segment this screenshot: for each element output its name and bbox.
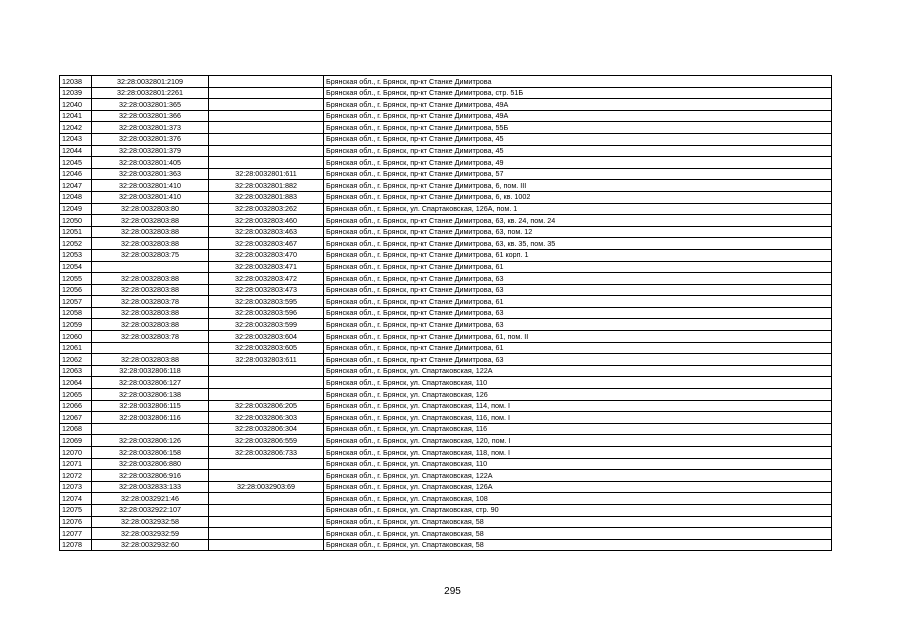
address-cell: Брянская обл., г. Брянск, пр-кт Станке Димитрова, 61, пом. II [324, 331, 832, 343]
related-cadastral-number-cell [209, 133, 324, 145]
related-cadastral-number-cell: 32:28:0032803:605 [209, 342, 324, 354]
table-row [60, 226, 832, 238]
related-cadastral-number-cell [209, 76, 324, 88]
row-number-cell: 12075 [60, 504, 92, 516]
row-number-cell: 12063 [60, 365, 92, 377]
address-cell: Брянская обл., г. Брянск, ул. Спартаковская, 110 [324, 458, 832, 470]
cadastral-number-cell [92, 342, 209, 354]
row-number-cell: 12060 [60, 331, 92, 343]
table-row [60, 99, 832, 111]
related-cadastral-number-cell: 32:28:0032801:882 [209, 180, 324, 192]
row-number-cell: 12055 [60, 273, 92, 285]
table-row [60, 296, 832, 308]
address-cell: Брянская обл., г. Брянск, пр-кт Станке Димитрова, 61 корп. 1 [324, 249, 832, 261]
row-number-cell: 12061 [60, 342, 92, 354]
table-row [60, 516, 832, 528]
row-number-cell: 12048 [60, 191, 92, 203]
address-cell: Брянская обл., г. Брянск, ул. Спартаковская, 118, пом. I [324, 447, 832, 459]
address-cell: Брянская обл., г. Брянск, ул. Спартаковская, 114, пом. I [324, 400, 832, 412]
register-table-body [60, 76, 832, 551]
table-row [60, 203, 832, 215]
row-number-cell: 12065 [60, 389, 92, 401]
row-number-cell: 12073 [60, 481, 92, 493]
table-row [60, 168, 832, 180]
table-row [60, 377, 832, 389]
cadastral-number-cell: 32:28:0032806:115 [92, 400, 209, 412]
related-cadastral-number-cell: 32:28:0032806:559 [209, 435, 324, 447]
address-cell: Брянская обл., г. Брянск, пр-кт Станке Димитрова, 63 [324, 284, 832, 296]
cadastral-number-cell: 32:28:0032803:75 [92, 249, 209, 261]
cadastral-number-cell: 32:28:0032801:373 [92, 122, 209, 134]
address-cell: Брянская обл., г. Брянск, пр-кт Станке Димитрова, 49 [324, 157, 832, 169]
table-row [60, 331, 832, 343]
cadastral-number-cell: 32:28:0032801:2261 [92, 87, 209, 99]
address-cell: Брянская обл., г. Брянск, пр-кт Станке Димитрова, 61 [324, 296, 832, 308]
related-cadastral-number-cell [209, 504, 324, 516]
cadastral-number-cell: 32:28:0032806:127 [92, 377, 209, 389]
related-cadastral-number-cell [209, 458, 324, 470]
address-cell: Брянская обл., г. Брянск, ул. Спартаковская, 116, пом. I [324, 412, 832, 424]
table-row [60, 284, 832, 296]
table-row [60, 481, 832, 493]
related-cadastral-number-cell: 32:28:0032803:611 [209, 354, 324, 366]
related-cadastral-number-cell: 32:28:0032803:595 [209, 296, 324, 308]
table-row [60, 447, 832, 459]
address-cell: Брянская обл., г. Брянск, пр-кт Станке Димитрова, 55Б [324, 122, 832, 134]
table-row [60, 435, 832, 447]
table-row [60, 133, 832, 145]
related-cadastral-number-cell: 32:28:0032803:262 [209, 203, 324, 215]
table-row [60, 470, 832, 482]
row-number-cell: 12067 [60, 412, 92, 424]
row-number-cell: 12062 [60, 354, 92, 366]
row-number-cell: 12040 [60, 99, 92, 111]
related-cadastral-number-cell: 32:28:0032803:473 [209, 284, 324, 296]
cadastral-number-cell: 32:28:0032803:88 [92, 215, 209, 227]
row-number-cell: 12049 [60, 203, 92, 215]
row-number-cell: 12043 [60, 133, 92, 145]
address-cell: Брянская обл., г. Брянск, ул. Спартаковская, 126 [324, 389, 832, 401]
row-number-cell: 12045 [60, 157, 92, 169]
address-cell: Брянская обл., г. Брянск, пр-кт Станке Димитрова, 63, кв. 35, пом. 35 [324, 238, 832, 250]
address-cell: Брянская обл., г. Брянск, ул. Спартаковская, 126А, пом. 1 [324, 203, 832, 215]
cadastral-number-cell: 32:28:0032801:410 [92, 180, 209, 192]
table-row [60, 458, 832, 470]
related-cadastral-number-cell [209, 516, 324, 528]
address-cell: Брянская обл., г. Брянск, ул. Спартаковская, 58 [324, 528, 832, 540]
table-row [60, 180, 832, 192]
address-cell: Брянская обл., г. Брянск, пр-кт Станке Димитрова, 6, пом. III [324, 180, 832, 192]
related-cadastral-number-cell: 32:28:0032803:460 [209, 215, 324, 227]
table-row [60, 493, 832, 505]
row-number-cell: 12052 [60, 238, 92, 250]
related-cadastral-number-cell [209, 377, 324, 389]
cadastral-number-cell [92, 261, 209, 273]
related-cadastral-number-cell: 32:28:0032803:470 [209, 249, 324, 261]
table-row [60, 412, 832, 424]
related-cadastral-number-cell [209, 493, 324, 505]
related-cadastral-number-cell [209, 110, 324, 122]
table-row [60, 76, 832, 88]
address-cell: Брянская обл., г. Брянск, пр-кт Станке Димитрова, 63 [324, 307, 832, 319]
cadastral-number-cell: 32:28:0032932:60 [92, 539, 209, 551]
related-cadastral-number-cell: 32:28:0032803:472 [209, 273, 324, 285]
address-cell: Брянская обл., г. Брянск, пр-кт Станке Димитрова, стр. 51Б [324, 87, 832, 99]
cadastral-number-cell: 32:28:0032806:116 [92, 412, 209, 424]
table-row [60, 261, 832, 273]
table-row [60, 400, 832, 412]
cadastral-number-cell: 32:28:0032803:88 [92, 319, 209, 331]
address-cell: Брянская обл., г. Брянск, ул. Спартаковская, 110 [324, 377, 832, 389]
related-cadastral-number-cell: 32:28:0032903:69 [209, 481, 324, 493]
address-cell: Брянская обл., г. Брянск, ул. Спартаковская, 122А [324, 365, 832, 377]
row-number-cell: 12058 [60, 307, 92, 319]
row-number-cell: 12050 [60, 215, 92, 227]
cadastral-number-cell: 32:28:0032803:88 [92, 238, 209, 250]
cadastral-number-cell: 32:28:0032922:107 [92, 504, 209, 516]
table-row [60, 191, 832, 203]
related-cadastral-number-cell: 32:28:0032806:303 [209, 412, 324, 424]
table-row [60, 539, 832, 551]
related-cadastral-number-cell [209, 145, 324, 157]
table-row [60, 238, 832, 250]
address-cell: Брянская обл., г. Брянск, пр-кт Станке Димитрова, 49А [324, 99, 832, 111]
table-row [60, 319, 832, 331]
cadastral-number-cell: 32:28:0032921:46 [92, 493, 209, 505]
row-number-cell: 12047 [60, 180, 92, 192]
row-number-cell: 12038 [60, 76, 92, 88]
table-row [60, 122, 832, 134]
address-cell: Брянская обл., г. Брянск, ул. Спартаковская, 108 [324, 493, 832, 505]
cadastral-number-cell: 32:28:0032803:88 [92, 307, 209, 319]
related-cadastral-number-cell: 32:28:0032803:599 [209, 319, 324, 331]
table-row [60, 145, 832, 157]
page-number: 295 [444, 586, 461, 597]
address-cell: Брянская обл., г. Брянск, пр-кт Станке Димитрова, 57 [324, 168, 832, 180]
cadastral-number-cell [92, 423, 209, 435]
cadastral-number-cell: 32:28:0032801:366 [92, 110, 209, 122]
row-number-cell: 12076 [60, 516, 92, 528]
address-cell: Брянская обл., г. Брянск, пр-кт Станке Димитрова, 6, кв. 1002 [324, 191, 832, 203]
cadastral-number-cell: 32:28:0032803:88 [92, 354, 209, 366]
address-cell: Брянская обл., г. Брянск, ул. Спартаковская, стр. 90 [324, 504, 832, 516]
row-number-cell: 12070 [60, 447, 92, 459]
related-cadastral-number-cell: 32:28:0032806:733 [209, 447, 324, 459]
related-cadastral-number-cell: 32:28:0032803:471 [209, 261, 324, 273]
address-cell: Брянская обл., г. Брянск, пр-кт Станке Димитрова, 63 [324, 319, 832, 331]
row-number-cell: 12039 [60, 87, 92, 99]
cadastral-number-cell: 32:28:0032803:80 [92, 203, 209, 215]
address-cell: Брянская обл., г. Брянск, пр-кт Станке Димитрова, 45 [324, 145, 832, 157]
cadastral-number-cell: 32:28:0032803:88 [92, 284, 209, 296]
cadastral-number-cell: 32:28:0032803:78 [92, 331, 209, 343]
related-cadastral-number-cell [209, 389, 324, 401]
row-number-cell: 12059 [60, 319, 92, 331]
row-number-cell: 12042 [60, 122, 92, 134]
table-row [60, 110, 832, 122]
related-cadastral-number-cell [209, 157, 324, 169]
address-cell: Брянская обл., г. Брянск, ул. Спартаковская, 120, пом. I [324, 435, 832, 447]
cadastral-number-cell: 32:28:0032801:365 [92, 99, 209, 111]
related-cadastral-number-cell [209, 122, 324, 134]
table-row [60, 354, 832, 366]
cadastral-number-cell: 32:28:0032803:78 [92, 296, 209, 308]
address-cell: Брянская обл., г. Брянск, ул. Спартаковская, 58 [324, 516, 832, 528]
table-row [60, 249, 832, 261]
row-number-cell: 12068 [60, 423, 92, 435]
row-number-cell: 12041 [60, 110, 92, 122]
address-cell: Брянская обл., г. Брянск, ул. Спартаковская, 122А [324, 470, 832, 482]
row-number-cell: 12066 [60, 400, 92, 412]
cadastral-number-cell: 32:28:0032932:59 [92, 528, 209, 540]
table-row [60, 157, 832, 169]
address-cell: Брянская обл., г. Брянск, пр-кт Станке Димитрова, 63 [324, 273, 832, 285]
cadastral-number-cell: 32:28:0032932:58 [92, 516, 209, 528]
cadastral-number-cell: 32:28:0032806:916 [92, 470, 209, 482]
cadastral-number-cell: 32:28:0032806:138 [92, 389, 209, 401]
table-row [60, 423, 832, 435]
row-number-cell: 12051 [60, 226, 92, 238]
row-number-cell: 12046 [60, 168, 92, 180]
address-cell: Брянская обл., г. Брянск, ул. Спартаковская, 126А [324, 481, 832, 493]
row-number-cell: 12064 [60, 377, 92, 389]
table-row [60, 504, 832, 516]
row-number-cell: 12071 [60, 458, 92, 470]
address-cell: Брянская обл., г. Брянск, пр-кт Станке Димитрова, 49А [324, 110, 832, 122]
related-cadastral-number-cell: 32:28:0032801:611 [209, 168, 324, 180]
cadastral-number-cell: 32:28:0032833:133 [92, 481, 209, 493]
cadastral-number-cell: 32:28:0032801:405 [92, 157, 209, 169]
related-cadastral-number-cell [209, 87, 324, 99]
row-number-cell: 12054 [60, 261, 92, 273]
row-number-cell: 12053 [60, 249, 92, 261]
cadastral-number-cell: 32:28:0032806:118 [92, 365, 209, 377]
register-table [59, 75, 832, 551]
related-cadastral-number-cell: 32:28:0032806:205 [209, 400, 324, 412]
address-cell: Брянская обл., г. Брянск, пр-кт Станке Димитрова, 61 [324, 342, 832, 354]
address-cell: Брянская обл., г. Брянск, пр-кт Станке Димитрова [324, 76, 832, 88]
cadastral-number-cell: 32:28:0032806:158 [92, 447, 209, 459]
address-cell: Брянская обл., г. Брянск, ул. Спартаковская, 116 [324, 423, 832, 435]
related-cadastral-number-cell [209, 365, 324, 377]
cadastral-number-cell: 32:28:0032801:2109 [92, 76, 209, 88]
row-number-cell: 12077 [60, 528, 92, 540]
related-cadastral-number-cell [209, 470, 324, 482]
related-cadastral-number-cell: 32:28:0032801:883 [209, 191, 324, 203]
cadastral-number-cell: 32:28:0032806:880 [92, 458, 209, 470]
related-cadastral-number-cell: 32:28:0032806:304 [209, 423, 324, 435]
related-cadastral-number-cell: 32:28:0032803:467 [209, 238, 324, 250]
address-cell: Брянская обл., г. Брянск, пр-кт Станке Димитрова, 63 [324, 354, 832, 366]
table-row [60, 389, 832, 401]
table-row [60, 342, 832, 354]
table-row [60, 528, 832, 540]
address-cell: Брянская обл., г. Брянск, ул. Спартаковская, 58 [324, 539, 832, 551]
related-cadastral-number-cell [209, 99, 324, 111]
table-row [60, 87, 832, 99]
cadastral-number-cell: 32:28:0032801:376 [92, 133, 209, 145]
address-cell: Брянская обл., г. Брянск, пр-кт Станке Димитрова, 61 [324, 261, 832, 273]
row-number-cell: 12044 [60, 145, 92, 157]
table-row [60, 307, 832, 319]
address-cell: Брянская обл., г. Брянск, пр-кт Станке Димитрова, 63, кв. 24, пом. 24 [324, 215, 832, 227]
row-number-cell: 12057 [60, 296, 92, 308]
cadastral-number-cell: 32:28:0032801:410 [92, 191, 209, 203]
address-cell: Брянская обл., г. Брянск, пр-кт Станке Димитрова, 63, пом. 12 [324, 226, 832, 238]
table-row [60, 273, 832, 285]
row-number-cell: 12074 [60, 493, 92, 505]
table-row [60, 365, 832, 377]
related-cadastral-number-cell: 32:28:0032803:604 [209, 331, 324, 343]
address-cell: Брянская обл., г. Брянск, пр-кт Станке Димитрова, 45 [324, 133, 832, 145]
table-row [60, 215, 832, 227]
row-number-cell: 12078 [60, 539, 92, 551]
cadastral-number-cell: 32:28:0032806:126 [92, 435, 209, 447]
row-number-cell: 12069 [60, 435, 92, 447]
cadastral-number-cell: 32:28:0032801:363 [92, 168, 209, 180]
cadastral-number-cell: 32:28:0032803:88 [92, 226, 209, 238]
related-cadastral-number-cell [209, 539, 324, 551]
related-cadastral-number-cell: 32:28:0032803:463 [209, 226, 324, 238]
related-cadastral-number-cell [209, 528, 324, 540]
row-number-cell: 12056 [60, 284, 92, 296]
row-number-cell: 12072 [60, 470, 92, 482]
related-cadastral-number-cell: 32:28:0032803:596 [209, 307, 324, 319]
cadastral-number-cell: 32:28:0032803:88 [92, 273, 209, 285]
cadastral-number-cell: 32:28:0032801:379 [92, 145, 209, 157]
